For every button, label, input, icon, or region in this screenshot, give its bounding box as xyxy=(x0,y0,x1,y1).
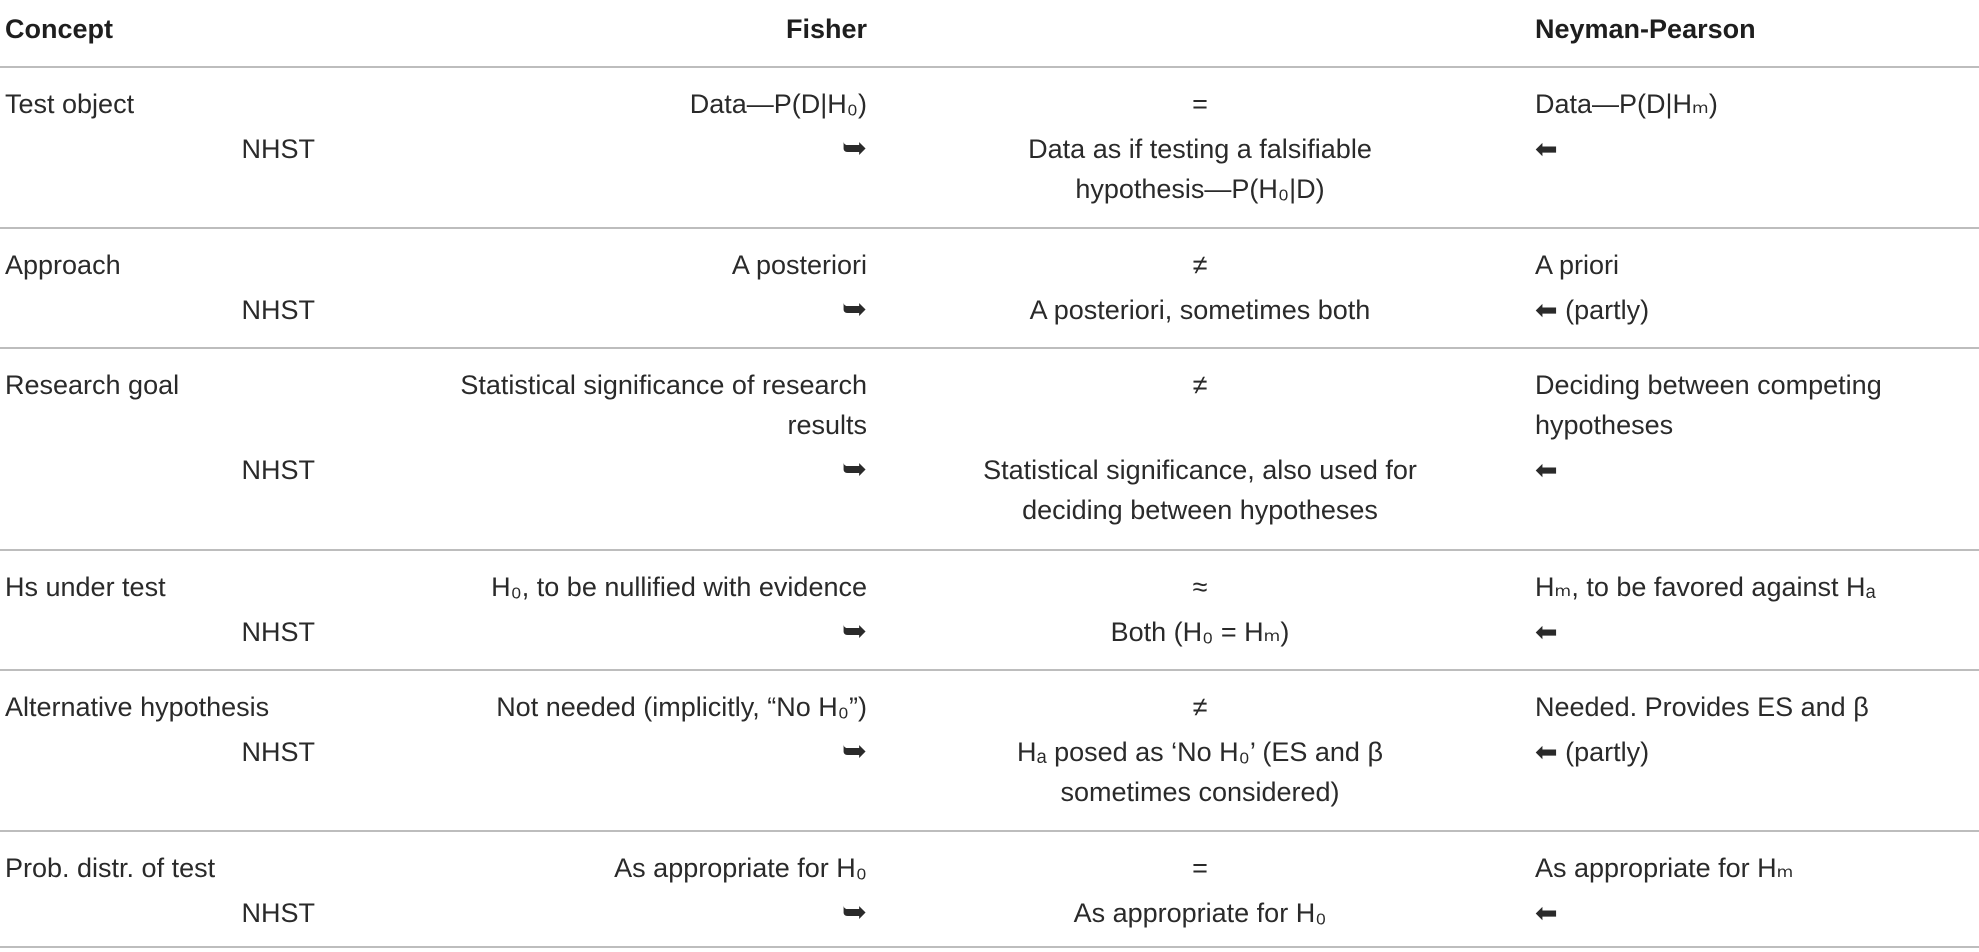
row-divider xyxy=(0,830,1979,832)
arrow-left-icon: ⬅ xyxy=(1535,617,1558,647)
row-concept: Approach xyxy=(5,250,121,280)
row-comparison-symbol: ≠ xyxy=(1192,370,1208,400)
row-nhst-label: NHST xyxy=(241,617,315,647)
row-neyman-pearson: Data—P(D|Hₘ) xyxy=(1535,89,1718,119)
row-nhst-label: NHST xyxy=(241,295,315,325)
row-nhst-label: NHST xyxy=(241,134,315,164)
arrow-left-icon: ⬅ xyxy=(1535,455,1558,485)
row-divider xyxy=(0,347,1979,349)
arrow-left-icon: ⬅ (partly) xyxy=(1535,737,1650,767)
row-comparison-symbol: ≈ xyxy=(1192,572,1208,602)
row-nhst-text: Hₐ posed as ‘No H₀’ (ES and β xyxy=(1017,737,1383,767)
row-neyman-pearson: Needed. Provides ES and β xyxy=(1535,692,1869,722)
row-concept: Test object xyxy=(5,89,135,119)
arrow-right-icon: ➥ xyxy=(841,132,867,165)
arrow-right-icon: ➥ xyxy=(841,453,867,486)
row-neyman-pearson: A priori xyxy=(1535,250,1620,280)
row-nhst-text: Both (H₀ = Hₘ) xyxy=(1110,617,1290,647)
row-comparison-symbol: = xyxy=(1192,89,1208,119)
arrow-left-icon: ⬅ (partly) xyxy=(1535,295,1650,325)
row-concept: Prob. distr. of test xyxy=(5,853,216,883)
arrow-right-icon: ➥ xyxy=(841,896,867,929)
row-nhst-text: deciding between hypotheses xyxy=(1022,495,1378,525)
row-comparison-symbol: = xyxy=(1192,853,1208,883)
row-concept: Research goal xyxy=(5,370,180,400)
row-fisher: As appropriate for H₀ xyxy=(614,853,867,883)
row-nhst-text: hypothesis—P(H₀|D) xyxy=(1075,174,1325,204)
row-comparison-symbol: ≠ xyxy=(1192,692,1208,722)
table-header xyxy=(0,0,1979,66)
row-divider xyxy=(0,946,1979,948)
row-nhst-text: A posteriori, sometimes both xyxy=(1029,295,1371,325)
row-fisher: A posteriori xyxy=(731,250,867,280)
row-nhst-text: Statistical significance, also used for xyxy=(983,455,1417,485)
arrow-left-icon: ⬅ xyxy=(1535,134,1558,164)
row-nhst-text: Data as if testing a falsifiable xyxy=(1028,134,1372,164)
row-neyman-pearson: As appropriate for Hₘ xyxy=(1535,853,1794,883)
row-fisher: H₀, to be nullified with evidence xyxy=(491,572,867,602)
row-nhst-label: NHST xyxy=(241,898,315,928)
row-divider xyxy=(0,549,1979,551)
row-divider xyxy=(0,669,1979,671)
row-fisher: Not needed (implicitly, “No H₀”) xyxy=(496,692,867,722)
row-fisher: Data—P(D|H₀) xyxy=(689,89,867,119)
row-nhst-label: NHST xyxy=(241,455,315,485)
row-fisher: results xyxy=(787,410,867,440)
row-concept: Hs under test xyxy=(5,572,166,602)
header-neyman-pearson: Neyman-Pearson xyxy=(1535,14,1756,44)
row-nhst-text: sometimes considered) xyxy=(1060,777,1340,807)
header-concept: Concept xyxy=(5,14,113,44)
row-nhst-label: NHST xyxy=(241,737,315,767)
row-fisher: Statistical significance of research xyxy=(460,370,867,400)
header-fisher: Fisher xyxy=(785,14,867,44)
arrow-left-icon: ⬅ xyxy=(1535,898,1558,928)
arrow-right-icon: ➥ xyxy=(841,735,867,768)
row-neyman-pearson: Hₘ, to be favored against Hₐ xyxy=(1535,572,1876,602)
row-neyman-pearson: hypotheses xyxy=(1535,410,1674,440)
arrow-right-icon: ➥ xyxy=(841,615,867,648)
header-divider xyxy=(0,66,1979,68)
arrow-right-icon: ➥ xyxy=(841,293,867,326)
row-neyman-pearson: Deciding between competing xyxy=(1535,370,1882,400)
row-concept: Alternative hypothesis xyxy=(5,692,270,722)
row-nhst-text: As appropriate for H₀ xyxy=(1073,898,1327,928)
row-comparison-symbol: ≠ xyxy=(1192,250,1208,280)
row-divider xyxy=(0,227,1979,229)
